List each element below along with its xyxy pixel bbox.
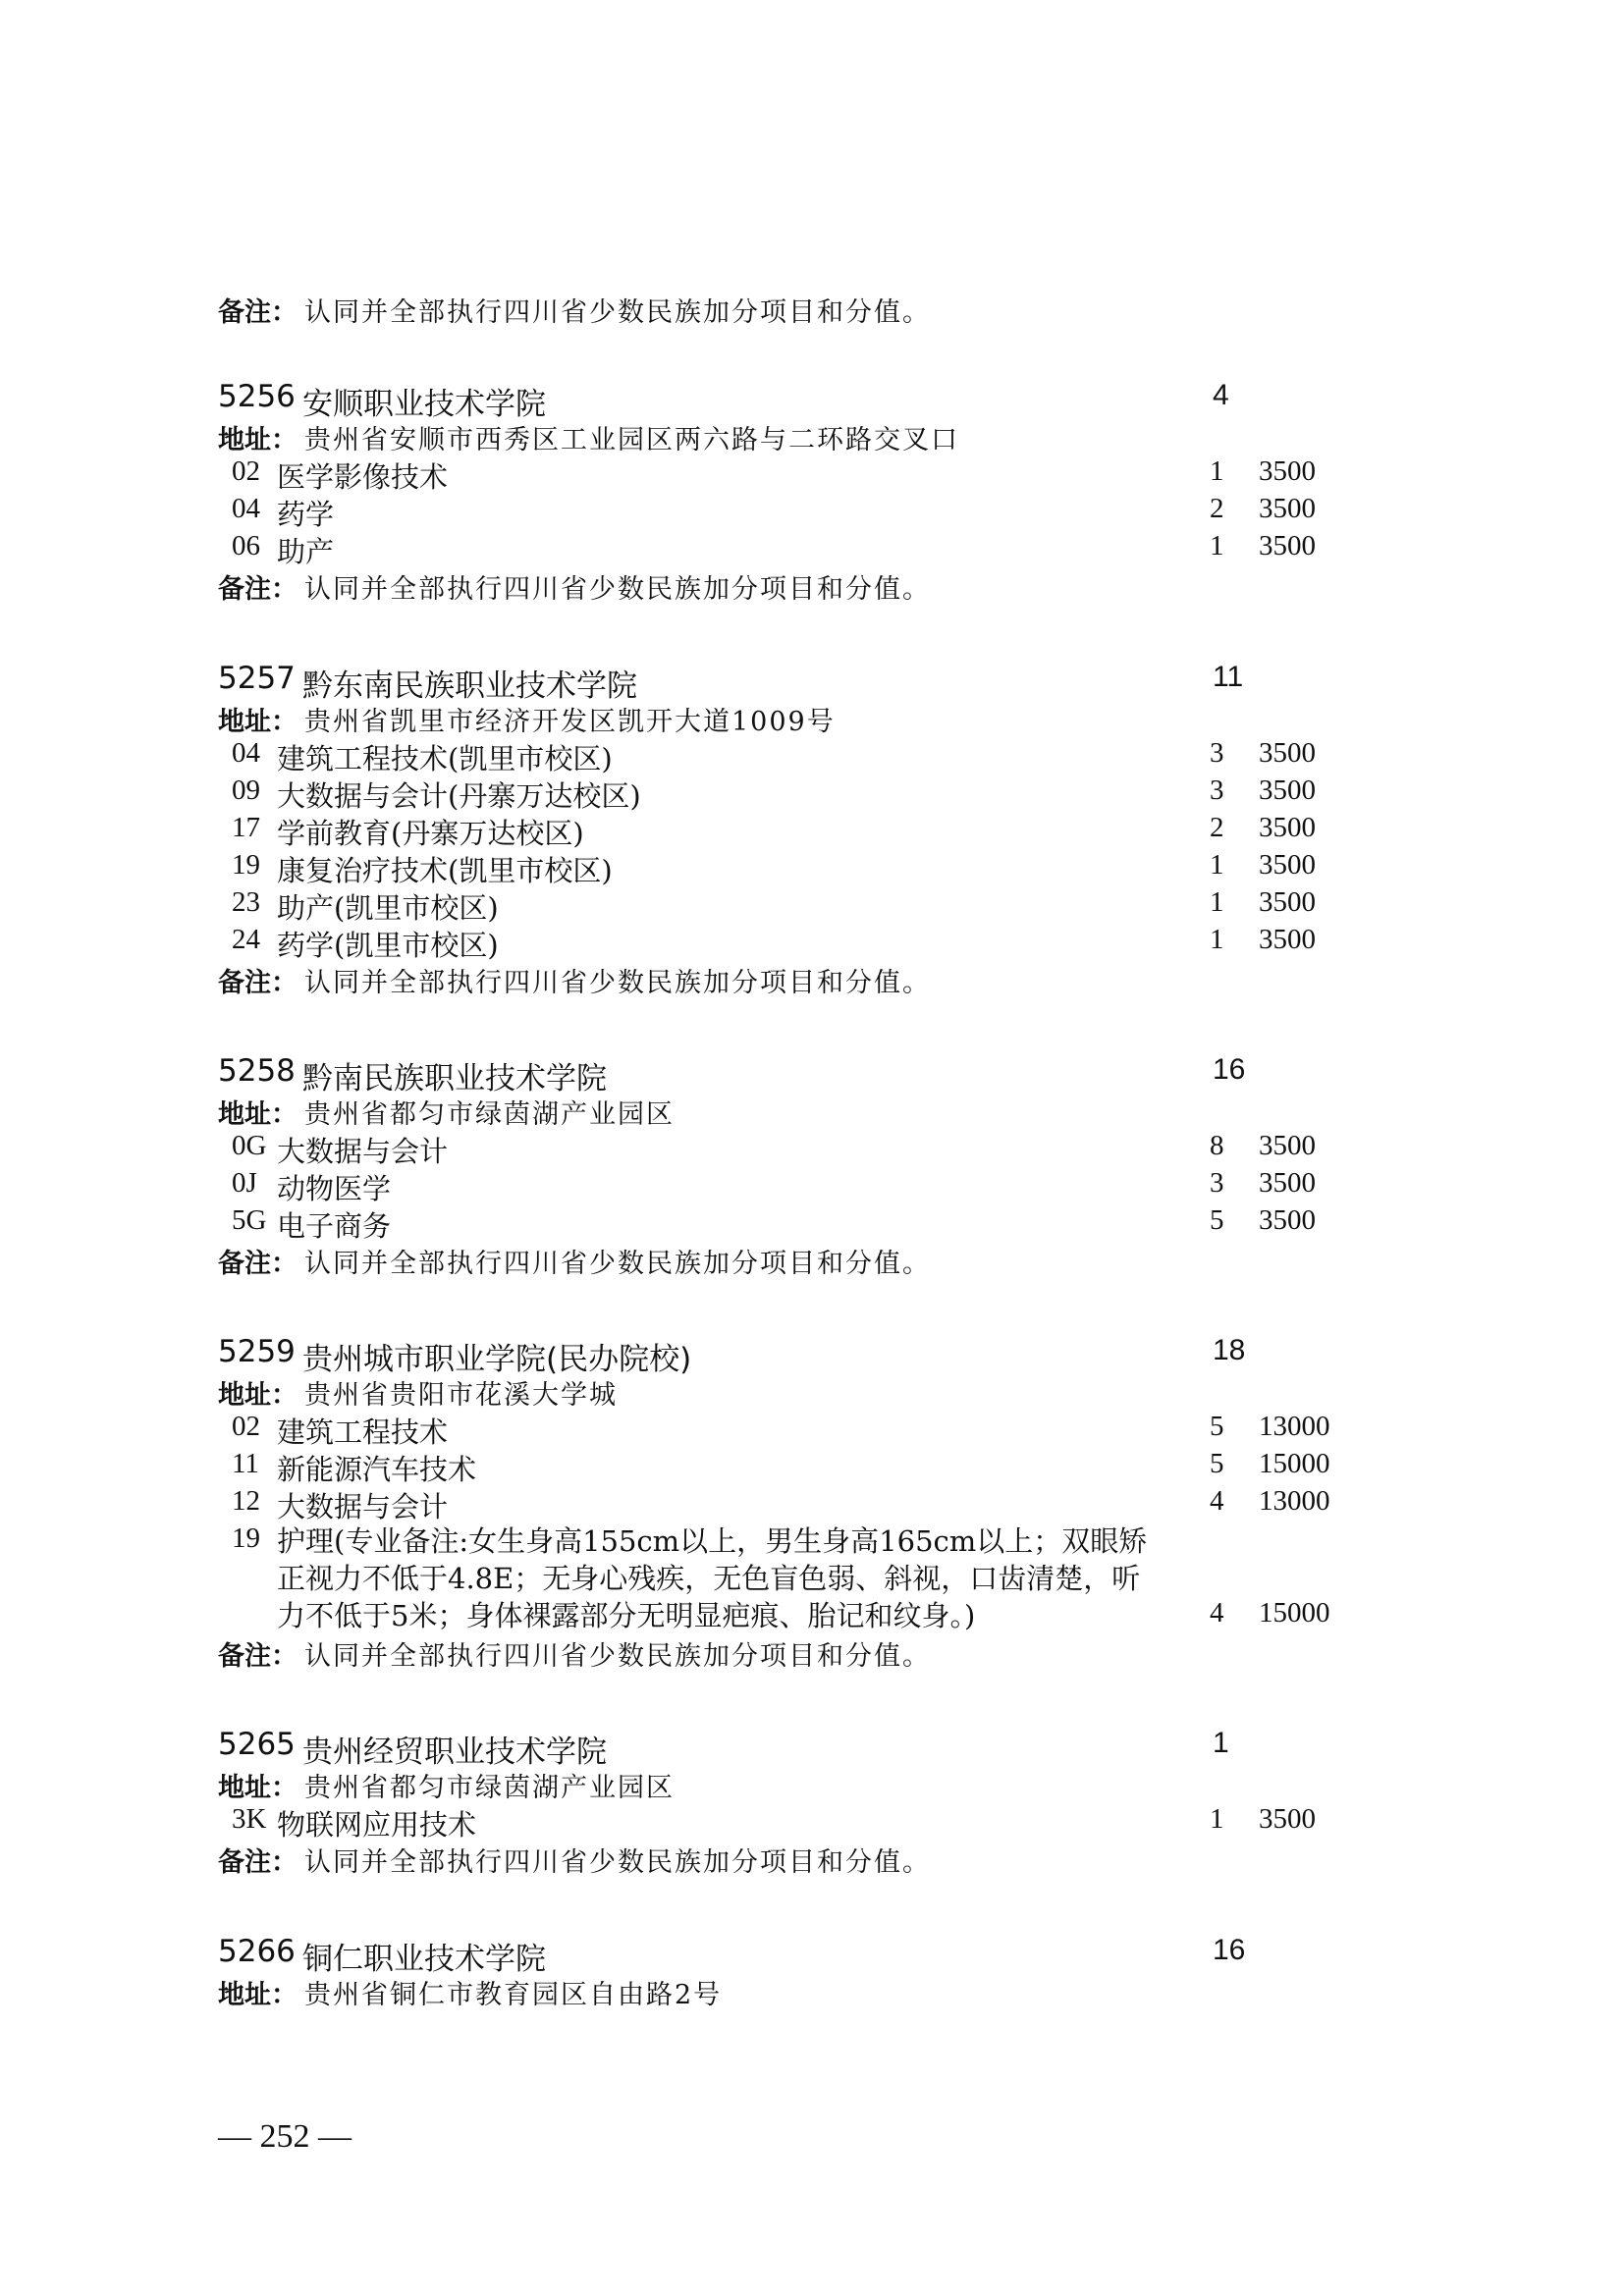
school-total: 1: [1213, 1727, 1229, 1759]
major-code: 24: [232, 924, 260, 955]
major-count: 1: [1210, 455, 1224, 487]
major-row: [218, 1130, 1396, 1167]
school-5258: [218, 1053, 1396, 1279]
school-name: 贵州城市职业学院(民办院校): [302, 1342, 692, 1377]
major-name: 医学影像技术: [277, 460, 449, 494]
major-fee: 3500: [1259, 886, 1316, 918]
major-code: 09: [232, 774, 260, 806]
major-name: 学前教育(丹寨万达校区): [277, 817, 584, 850]
major-count: 1: [1210, 849, 1224, 881]
school-name: 黔东南民族职业技术学院: [302, 668, 637, 704]
major-code: 04: [232, 737, 260, 769]
major-code: 19: [232, 1522, 260, 1554]
major-fee: 13000: [1259, 1411, 1330, 1442]
note-text: 认同并全部执行四川省少数民族加分项目和分值。: [304, 968, 931, 998]
major-code: 23: [232, 886, 260, 918]
major-code: 02: [232, 455, 260, 487]
school-5256: [218, 379, 1396, 605]
address-text: 贵州省铜仁市教育园区自由路2号: [304, 1980, 723, 2010]
school-5257: [218, 661, 1396, 998]
school-code: 5265: [218, 1727, 296, 1762]
major-name: 建筑工程技术: [277, 1415, 449, 1449]
major-name: 大数据与会计: [277, 1490, 449, 1523]
major-name: 康复治疗技术(凯里市校区): [277, 854, 613, 887]
school-code: 5256: [218, 379, 296, 414]
major-fee: 3500: [1259, 737, 1316, 769]
note-label: 备注：: [218, 1249, 298, 1279]
school-total: 16: [1213, 1053, 1246, 1086]
school-code: 5258: [218, 1053, 296, 1089]
major-row: [218, 1448, 1396, 1485]
note-text: 认同并全部执行四川省少数民族加分项目和分值。: [304, 1847, 931, 1878]
major-name: 药学: [277, 498, 335, 531]
major-code: 06: [232, 530, 260, 561]
major-count: 5: [1210, 1448, 1224, 1479]
major-row: [218, 849, 1396, 886]
note-text: 认同并全部执行四川省少数民族加分项目和分值。: [304, 1249, 931, 1279]
major-row: [218, 530, 1396, 567]
address-text: 贵州省都匀市绿茵湖产业园区: [304, 1099, 675, 1130]
major-count: 2: [1210, 812, 1224, 843]
major-name: 物联网应用技术: [277, 1808, 477, 1842]
major-row: [218, 493, 1396, 530]
major-count: 1: [1210, 1803, 1224, 1835]
major-count: 3: [1210, 1167, 1224, 1199]
school-total: 18: [1213, 1334, 1246, 1366]
major-name: 助产: [277, 535, 335, 568]
note-label: 备注：: [218, 968, 298, 998]
school-total: 4: [1213, 379, 1229, 411]
major-code: 02: [232, 1411, 260, 1442]
major-count: 5: [1210, 1411, 1224, 1442]
school-5266: [218, 1934, 1396, 2010]
major-row: [218, 737, 1396, 774]
major-name: 新能源汽车技术: [277, 1453, 477, 1486]
address-label: 地址：: [218, 1980, 298, 2010]
major-fee: 3500: [1259, 1803, 1316, 1835]
major-fee: 3500: [1259, 1204, 1316, 1236]
address-text: 贵州省贵阳市花溪大学城: [304, 1380, 618, 1411]
school-total: 16: [1213, 1934, 1246, 1966]
major-fee: 3500: [1259, 1167, 1316, 1199]
major-name: 护理(专业备注:女生身高155cm以上，男生身高165cm以上；双眼矫正视力不低于4.8E；无身心残疾，无色盲色弱、斜视，口齿清楚，听力不低于5米；身体裸露部分无明显疤痕、胎记和纹身。): [277, 1524, 1148, 1632]
address-label: 地址：: [218, 1773, 298, 1803]
major-count: 1: [1210, 886, 1224, 918]
major-code: 04: [232, 493, 260, 524]
major-row: [218, 1485, 1396, 1522]
address-text: 贵州省凯里市经济开发区凯开大道1009号: [304, 707, 836, 737]
note-label: 备注：: [218, 574, 298, 605]
address-label: 地址：: [218, 707, 298, 737]
note-text: 认同并全部执行四川省少数民族加分项目和分值。: [304, 1641, 931, 1672]
major-fee: 3500: [1259, 1130, 1316, 1161]
major-name: 动物医学: [277, 1172, 392, 1205]
major-row: [218, 1204, 1396, 1242]
school-name: 贵州经贸职业技术学院: [302, 1735, 607, 1770]
note-text: 认同并全部执行四川省少数民族加分项目和分值。: [304, 297, 931, 328]
major-name: 药学(凯里市校区): [277, 929, 499, 962]
major-row: [218, 455, 1396, 493]
major-row: [218, 812, 1396, 849]
school-name: 安顺职业技术学院: [302, 387, 546, 422]
major-code: 11: [232, 1448, 259, 1479]
major-count: 1: [1210, 530, 1224, 561]
school-total: 11: [1213, 661, 1244, 693]
major-fee: 3500: [1259, 493, 1316, 524]
major-count: 4: [1210, 1485, 1224, 1517]
major-code: 17: [232, 812, 260, 843]
school-5265: [218, 1727, 1396, 1878]
major-code: 0J: [232, 1167, 257, 1199]
major-fee: 3500: [1259, 812, 1316, 843]
school-name: 黔南民族职业技术学院: [302, 1061, 607, 1096]
school-code: 5266: [218, 1934, 296, 1969]
major-row: [218, 1167, 1396, 1204]
major-row: [218, 1803, 1396, 1841]
major-row: [218, 774, 1396, 812]
major-count: 4: [1210, 1597, 1224, 1629]
top-note: [218, 291, 1396, 328]
major-count: 2: [1210, 493, 1224, 524]
school-code: 5257: [218, 661, 296, 696]
major-row: [218, 1522, 1396, 1634]
note-label: 备注：: [218, 1847, 298, 1878]
major-name: 电子商务: [277, 1209, 392, 1243]
major-row: [218, 886, 1396, 924]
major-fee: 3500: [1259, 455, 1316, 487]
major-fee: 13000: [1259, 1485, 1330, 1517]
major-fee: 3500: [1259, 849, 1316, 881]
major-code: 19: [232, 849, 260, 881]
address-label: 地址：: [218, 425, 298, 455]
major-code: 0G: [232, 1130, 267, 1161]
note-label: 备注：: [218, 1641, 298, 1672]
major-name: 大数据与会计: [277, 1135, 449, 1168]
major-row: [218, 1411, 1396, 1448]
page-number: — 252 —: [218, 2118, 352, 2155]
major-code: 12: [232, 1485, 260, 1517]
school-name: 铜仁职业技术学院: [302, 1942, 546, 1977]
major-name: 建筑工程技术(凯里市校区): [277, 742, 613, 775]
major-count: 5: [1210, 1204, 1224, 1236]
address-text: 贵州省都匀市绿茵湖产业园区: [304, 1773, 675, 1803]
major-fee: 15000: [1259, 1448, 1330, 1479]
major-name: 助产(凯里市校区): [277, 891, 499, 925]
major-code: 5G: [232, 1204, 267, 1236]
note-label: 备注：: [218, 297, 298, 328]
major-count: 8: [1210, 1130, 1224, 1161]
major-fee: 3500: [1259, 924, 1316, 955]
major-count: 3: [1210, 737, 1224, 769]
school-5259: [218, 1334, 1396, 1672]
major-count: 3: [1210, 774, 1224, 806]
major-row: [218, 924, 1396, 961]
address-label: 地址：: [218, 1380, 298, 1411]
major-code: 3K: [232, 1803, 267, 1835]
address-label: 地址：: [218, 1099, 298, 1130]
major-fee: 3500: [1259, 774, 1316, 806]
major-count: 1: [1210, 924, 1224, 955]
major-fee: 15000: [1259, 1597, 1330, 1629]
note-text: 认同并全部执行四川省少数民族加分项目和分值。: [304, 574, 931, 605]
major-fee: 3500: [1259, 530, 1316, 561]
major-name: 大数据与会计(丹寨万达校区): [277, 779, 641, 813]
school-code: 5259: [218, 1334, 296, 1369]
address-text: 贵州省安顺市西秀区工业园区两六路与二环路交叉口: [304, 425, 959, 455]
